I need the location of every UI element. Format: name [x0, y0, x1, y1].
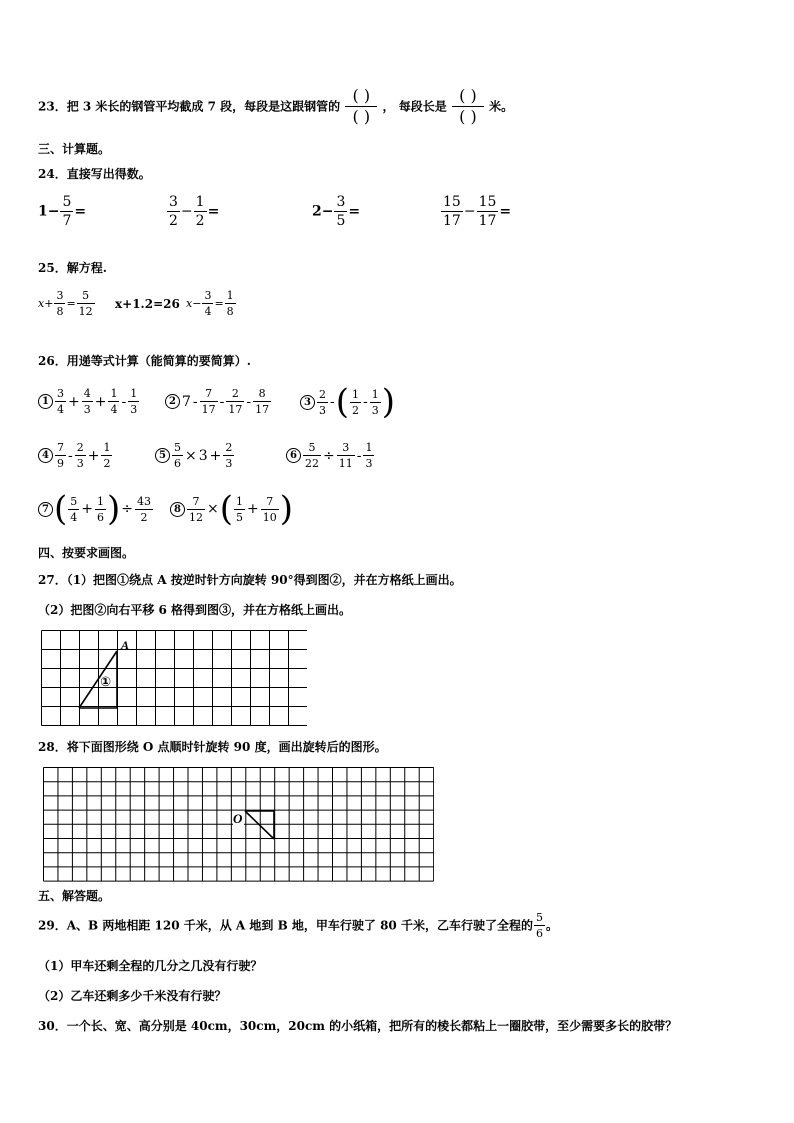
- point-o-label: O: [233, 811, 243, 826]
- q28-grid: [43, 767, 434, 883]
- q24-expr-1: 1− $\frac{5}{7}$ =: [38, 194, 87, 229]
- question-29-line: 29．A、B 两地相距 120 千米，从 A 地到 B 地，甲车行驶了 80 千米，乙车行驶了全程的 $\frac{5}{6}$ 。: [38, 911, 558, 940]
- question-24-title: 24．直接写出得数。: [38, 167, 151, 181]
- section-3-title: 三、计算题。: [38, 142, 111, 156]
- q25-equation-1: x+ $\frac{3}{8}$ = $\frac{5}{12}$: [38, 289, 93, 318]
- q23-blank-fraction-1: $\frac{( )}{( )}$: [345, 88, 377, 125]
- q26-expr-7: 7 ( $\frac{5}{4}$ + $\frac{1}{6}$ )÷ $\frac{43}{2}$: [38, 492, 154, 526]
- point-a-label: A: [121, 638, 130, 652]
- item-number-badge: 5: [155, 448, 170, 463]
- question-30-line: 30．一个长、宽、高分别是 40cm，30cm，20cm 的小纸箱，把所有的棱长都粘上一圈胶带，至少需要多长的胶带？: [38, 1019, 678, 1033]
- question-27-line-1: 27．（1）把图①绕点 A 按逆时针方向旋转 90°得到图②，并在方格纸上画出。: [38, 573, 462, 587]
- item-number-badge: 7: [38, 502, 53, 517]
- q24-expr-2: $\frac{3}{2}$ − $\frac{1}{2}$ =: [169, 194, 220, 229]
- q26-expr-4: 4 $\frac{7}{9}$ - $\frac{2}{3}$ + $\frac{1}{2}$: [38, 442, 113, 469]
- q24-expr-4: $\frac{15}{17}$ − $\frac{15}{17}$ =: [443, 194, 512, 229]
- shape-diagonal-edge: [245, 811, 274, 839]
- q24-expr-3: 2− $\frac{3}{5}$ =: [312, 194, 361, 229]
- q27-grid: [41, 630, 307, 728]
- item-number-badge: 2: [165, 394, 180, 409]
- item-number-badge: 6: [286, 448, 301, 463]
- q26-expr-6: 6 $\frac{5}{22}$ ÷ $\frac{3}{11}$ - $\frac{1}{3}$: [286, 442, 375, 469]
- q23-text2: 每段长是: [398, 99, 447, 114]
- question-25-title: 25．解方程.: [38, 261, 107, 275]
- question-28-line: 28．将下面图形绕 O 点顺时针旋转 90 度，画出旋转后的图形。: [38, 740, 387, 754]
- item-number-badge: 3: [300, 395, 315, 410]
- section-5-title: 五、解答题。: [38, 889, 111, 903]
- q23-blank-fraction-2: $\frac{( )}{( )}$: [452, 88, 484, 125]
- figure-1-label: ①: [100, 675, 112, 690]
- q23-text1: 23．把 3 米长的钢管平均截成 7 段，每段是这跟钢管的: [38, 99, 341, 114]
- q25-equation-3: x− $\frac{3}{4}$ = $\frac{1}{8}$: [186, 289, 234, 318]
- q26-expr-8: 8 $\frac{7}{12}$ ×( $\frac{1}{5}$ + $\frac{7}{10}$ ): [170, 492, 293, 526]
- q25-equation-2: x+1.2=26: [115, 297, 180, 311]
- question-27-line-2: （2）把图②向右平移 6 格得到图③，并在方格纸上画出。: [38, 603, 352, 617]
- question-23: 23．把 3 米长的钢管平均截成 7 段，每段是这跟钢管的 $\frac{( )}{( )}$ ， 每段长是 $\frac{( )}{( )}$ 米。: [38, 86, 514, 126]
- item-number-badge: 4: [38, 448, 53, 463]
- question-26-title: 26．用递等式计算（能简算的要简算）.: [38, 354, 251, 368]
- item-number-badge: 8: [170, 502, 185, 517]
- section-4-title: 四、按要求画图。: [38, 546, 135, 560]
- question-29-sub-1: （1）甲车还剩全程的几分之几没有行驶？: [38, 959, 263, 973]
- q26-expr-1: 1 $\frac{3}{4}$ + $\frac{4}{3}$ + $\frac{1}{4}$ - $\frac{1}{3}$: [38, 388, 140, 415]
- q26-expr-2: 2 7 - $\frac{7}{17}$ - $\frac{2}{17}$ - $\frac{8}{17}$: [165, 388, 272, 415]
- q26-expr-3: 3 $\frac{2}{3}$ -( $\frac{1}{2}$ - $\frac{1}{3}$ ): [300, 385, 395, 419]
- item-number-badge: 1: [38, 394, 53, 409]
- q26-expr-5: 5 $\frac{5}{6}$ × 3 + $\frac{2}{3}$: [155, 442, 235, 469]
- question-29-sub-2: （2）乙车还剩多少千米没有行驶？: [38, 989, 227, 1003]
